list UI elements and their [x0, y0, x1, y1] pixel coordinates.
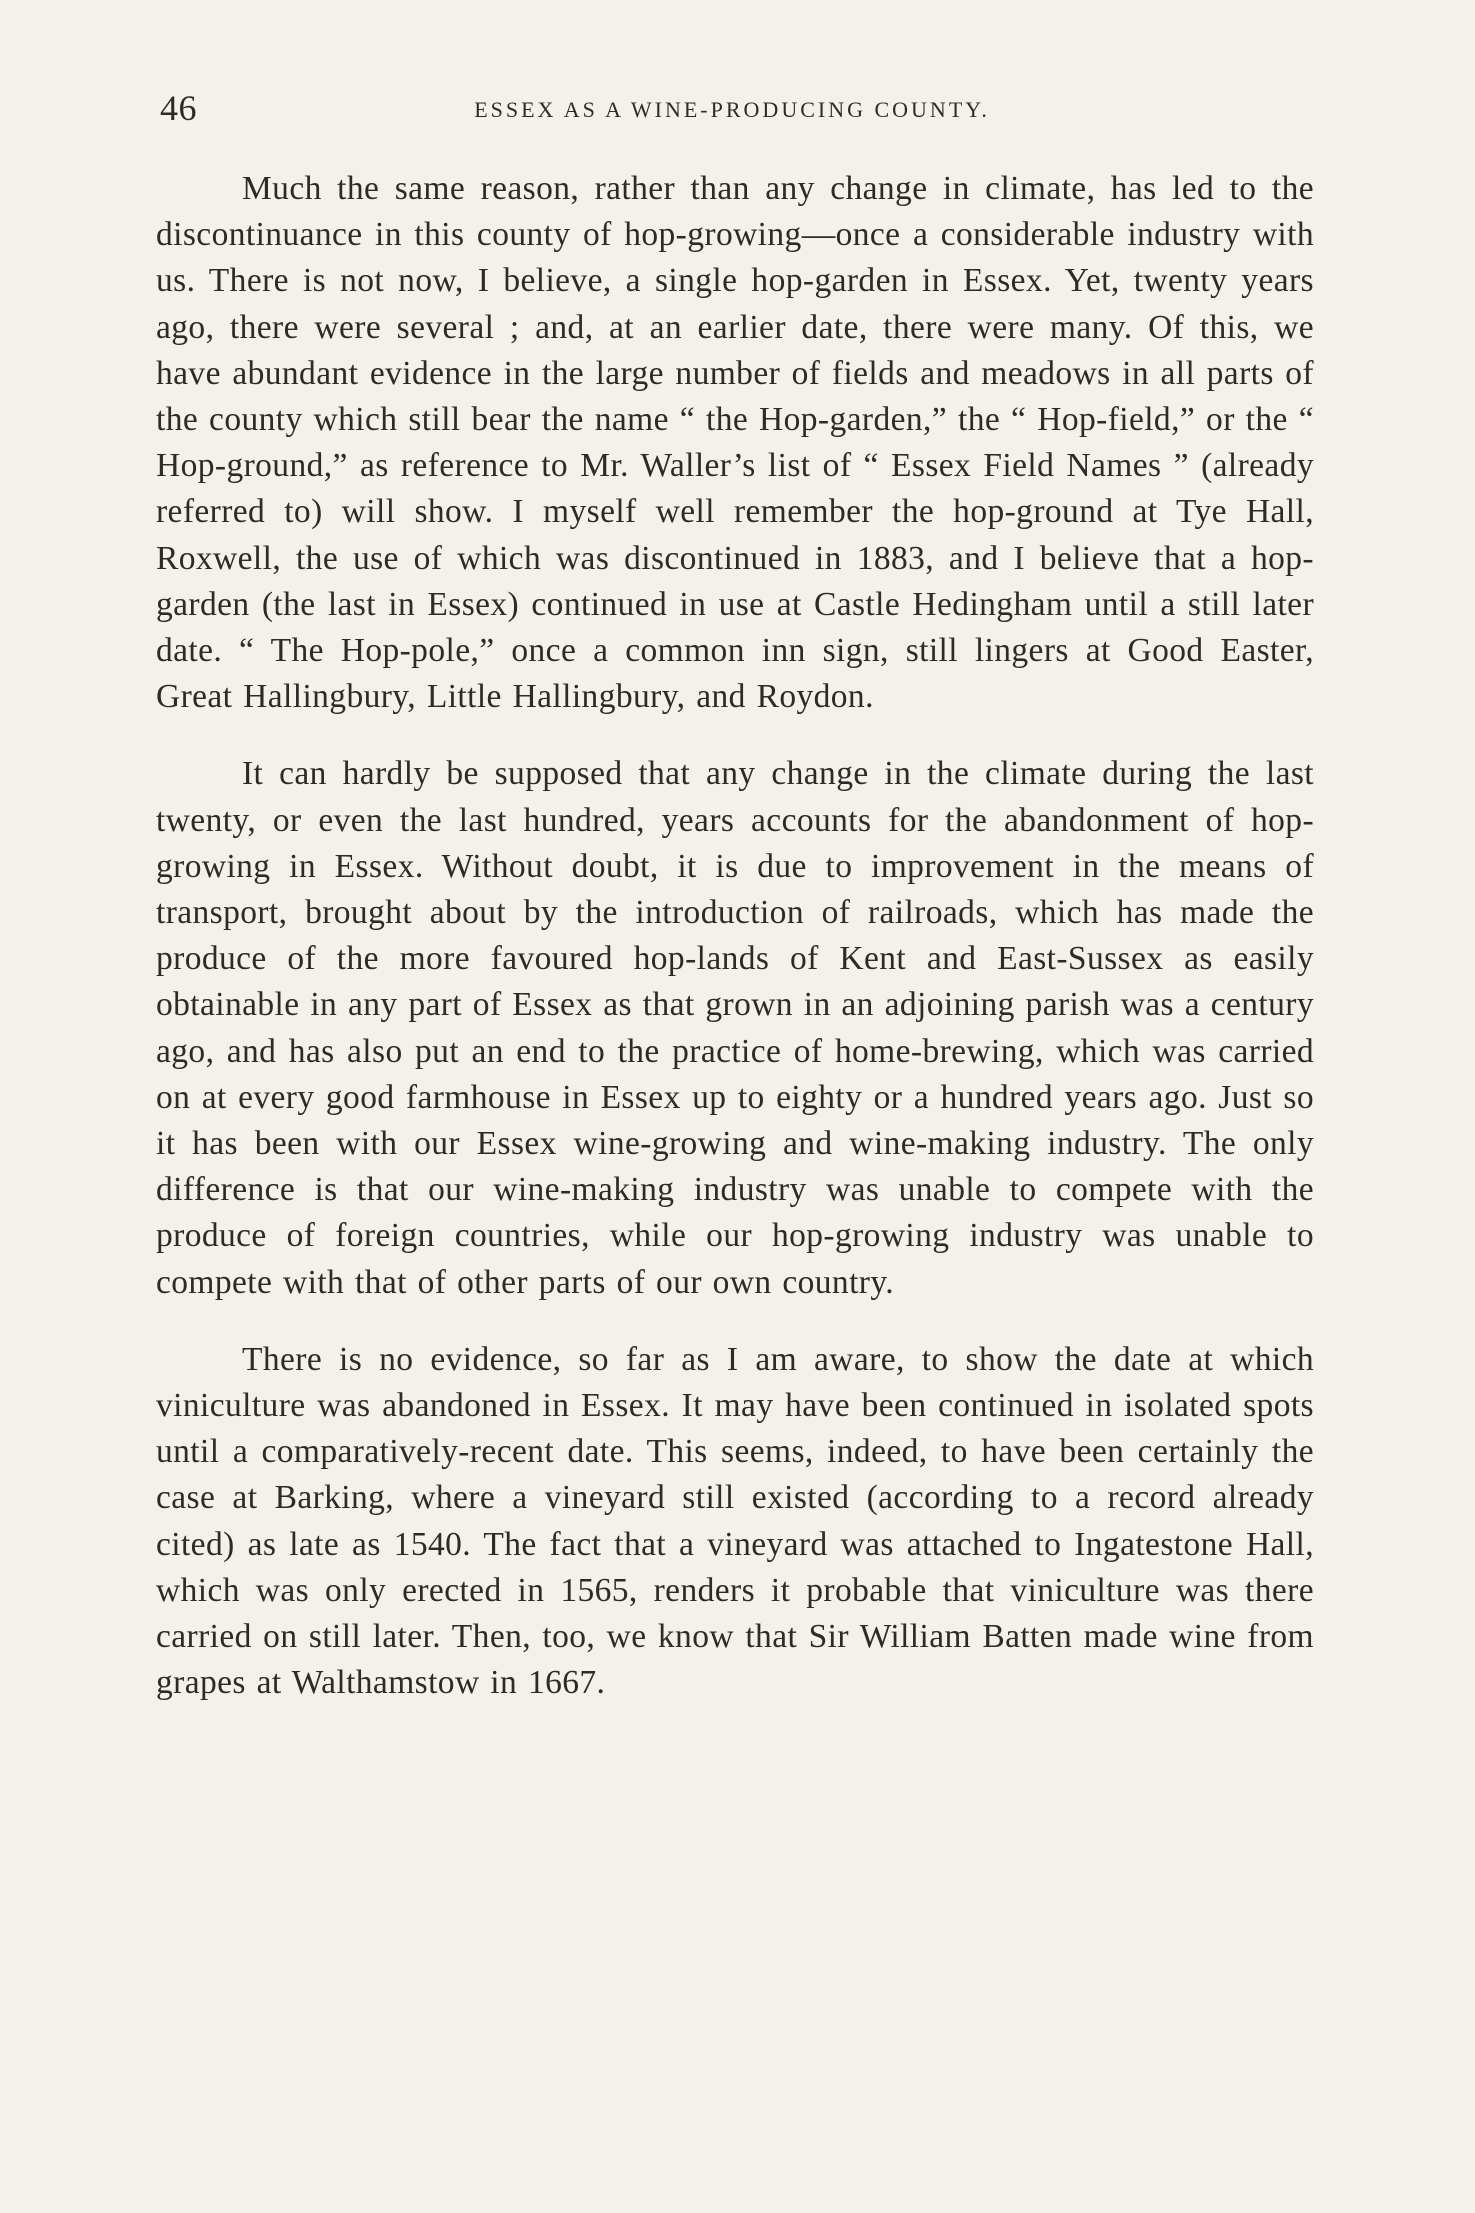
running-title: ESSEX AS A WINE-PRODUCING COUNTY.: [474, 97, 990, 122]
page-header: [152, 88, 1312, 128]
body-text: [156, 166, 1314, 1738]
paragraph-viniculture: There is no evidence, so far as I am aware, to show the date at which viniculture was abandoned in Essex. It may have been continued in isolated spots until a comparatively-recent date. This seems, indeed, to have been certainly the case at Barking, where a vineyard still existed (according to a record already cited) as late as 1540. The fact that a vineyard was attached to Ingatestone Hall, which was only erected in 1565, renders it probable that viniculture was there carried on still later. Then, too, we know that Sir William Batten made wine from grapes at Walthamstow in 1667.: [156, 1340, 1314, 1702]
paragraph-hop-growing: Much the same reason, rather than any change in climate, has led to the discontinuance in this county of hop-growing—once a considerable industry with us. There is not now, I believe, a single hop-garden in Essex. Yet, twenty years ago, there were several ; and, at an earlier date, there were many. Of this, we have abundant evidence in the large number of fields and meadows in all parts of the county which still bear the name “ the Hop-garden,” the “ Hop-field,” or the “ Hop-ground,” as reference to Mr. Waller’s list of “ Essex Field Names ” (already referred to) will show. I myself well remember the hop-ground at Tye Hall, Roxwell, the use of which was discontinued in 1883, and I believe that a hop-garden (the last in Essex) continued in use at Castle Hedingham until a still later date. “ The Hop-pole,” once a common inn sign, still lingers at Good Easter, Great Hallingbury, Little Hallingbury, and Roydon.: [156, 170, 1314, 716]
paragraph-transport: It can hardly be supposed that any change in the climate during the last twenty, or even the last hundred, years accounts for the abandonment of hop-growing in Essex. Without doubt, it is due to improvement in the means of transport, brought about by the introduction of railroads, which has made the produce of the more favoured hop-lands of Kent and East-Sussex as easily obtainable in any part of Essex as that grown in an adjoining parish was a century ago, and has also put an end to the practice of home-brewing, which was carried on at every good farmhouse in Essex up to eighty or a hundred years ago. Just so it has been with our Essex wine-growing and wine-making industry. The only difference is that our wine-making industry was unable to compete with the produce of foreign countries, while our hop-growing industry was unable to compete with that of other parts of our own country.: [156, 755, 1314, 1301]
page-number: 46: [160, 88, 197, 128]
